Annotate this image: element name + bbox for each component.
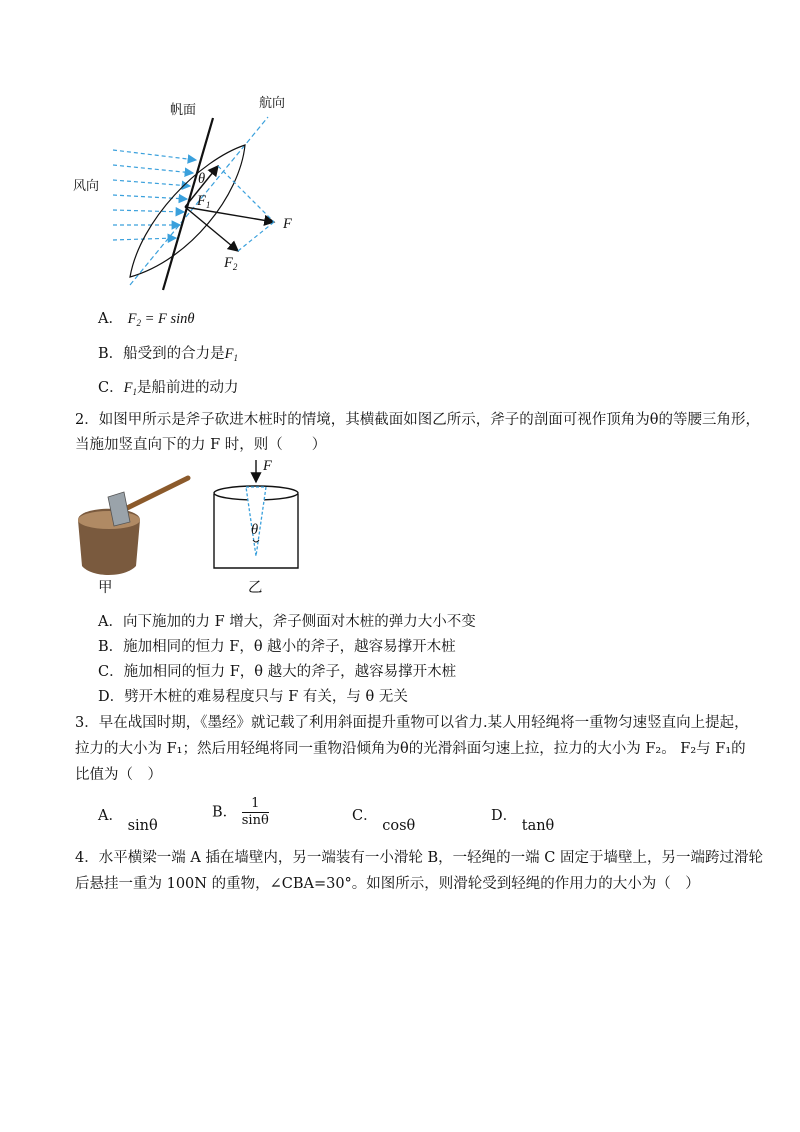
q3-option-d: D． tanθ: [491, 808, 555, 834]
fig2-label-F: F: [263, 458, 272, 474]
label-sail: 帆面: [170, 103, 197, 118]
fig2-label-theta: θ: [251, 522, 259, 538]
q1-option-b: B．船受到的合力是$F_1$: [98, 346, 239, 363]
q3-stem-line1: 3．早在战国时期，《墨经》就记载了利用斜面提升重物可以省力.某人用轻绳将一重物匀速竖直向上提起，: [75, 715, 749, 731]
label-wind: 风向: [73, 179, 100, 194]
fig-label-jia: 甲: [98, 580, 113, 596]
q3-stem-line3: 比值为（ ）: [75, 767, 162, 783]
label-F1: $F_1$: [197, 193, 211, 210]
q4-stem-line1: 4．水平横梁一端 A 插在墙壁内，另一端装有一小滑轮 B，一轻绳的一端 C 固定于墙壁上，另一端跨过滑轮: [75, 850, 763, 866]
label-F: F: [283, 216, 292, 232]
q4-stem-line2: 后悬挂一重为 100N 的重物，∠CBA=30°。如图所示，则滑轮受到轻绳的作用力的大小为（ ）: [75, 876, 700, 892]
q2-option-c: C．施加相同的恒力 F，θ 越大的斧子，越容易撑开木桩: [98, 664, 457, 680]
q3-option-b: B． $\frac{1}{\sin\theta}$: [212, 796, 269, 828]
label-heading: 航向: [259, 96, 286, 111]
stump-cross-section: [0, 0, 800, 200]
q2-option-a: A．向下施加的力 F 增大，斧子侧面对木桩的弹力大小不变: [98, 614, 476, 630]
q2-stem-line2: 当施加竖直向下的力 F 时，则（ ）: [75, 437, 327, 453]
q3-option-c: C． cosθ: [352, 808, 416, 834]
label-theta: θ: [198, 171, 206, 187]
fig-label-yi: 乙: [248, 580, 263, 596]
q2-stem-line1: 2．如图甲所示是斧子砍进木桩时的情境，其横截面如图乙所示，斧子的剖面可视作顶角为θ的等腰三角形，: [75, 412, 760, 428]
q3-option-a: A． sinθ: [98, 808, 158, 834]
F2-arrow: [185, 207, 238, 251]
label-F2: $F_2$: [224, 255, 238, 272]
q2-option-d: D．劈开木桩的难易程度只与 F 有关，与 θ 无关: [98, 689, 408, 705]
q1-option-a: A． $F_2 = F$ sinθ: [98, 311, 195, 328]
q3-stem-line2: 拉力的大小为 F₁；然后用轻绳将同一重物沿倾角为θ的光滑斜面匀速上拉，拉力的大小为 F₂。 F₂与 F₁的: [75, 741, 746, 757]
q2-option-b: B．施加相同的恒力 F，θ 越小的斧子，越容易撑开木桩: [98, 639, 456, 655]
q1-option-c: C．$F_1$是船前进的动力: [98, 380, 239, 397]
